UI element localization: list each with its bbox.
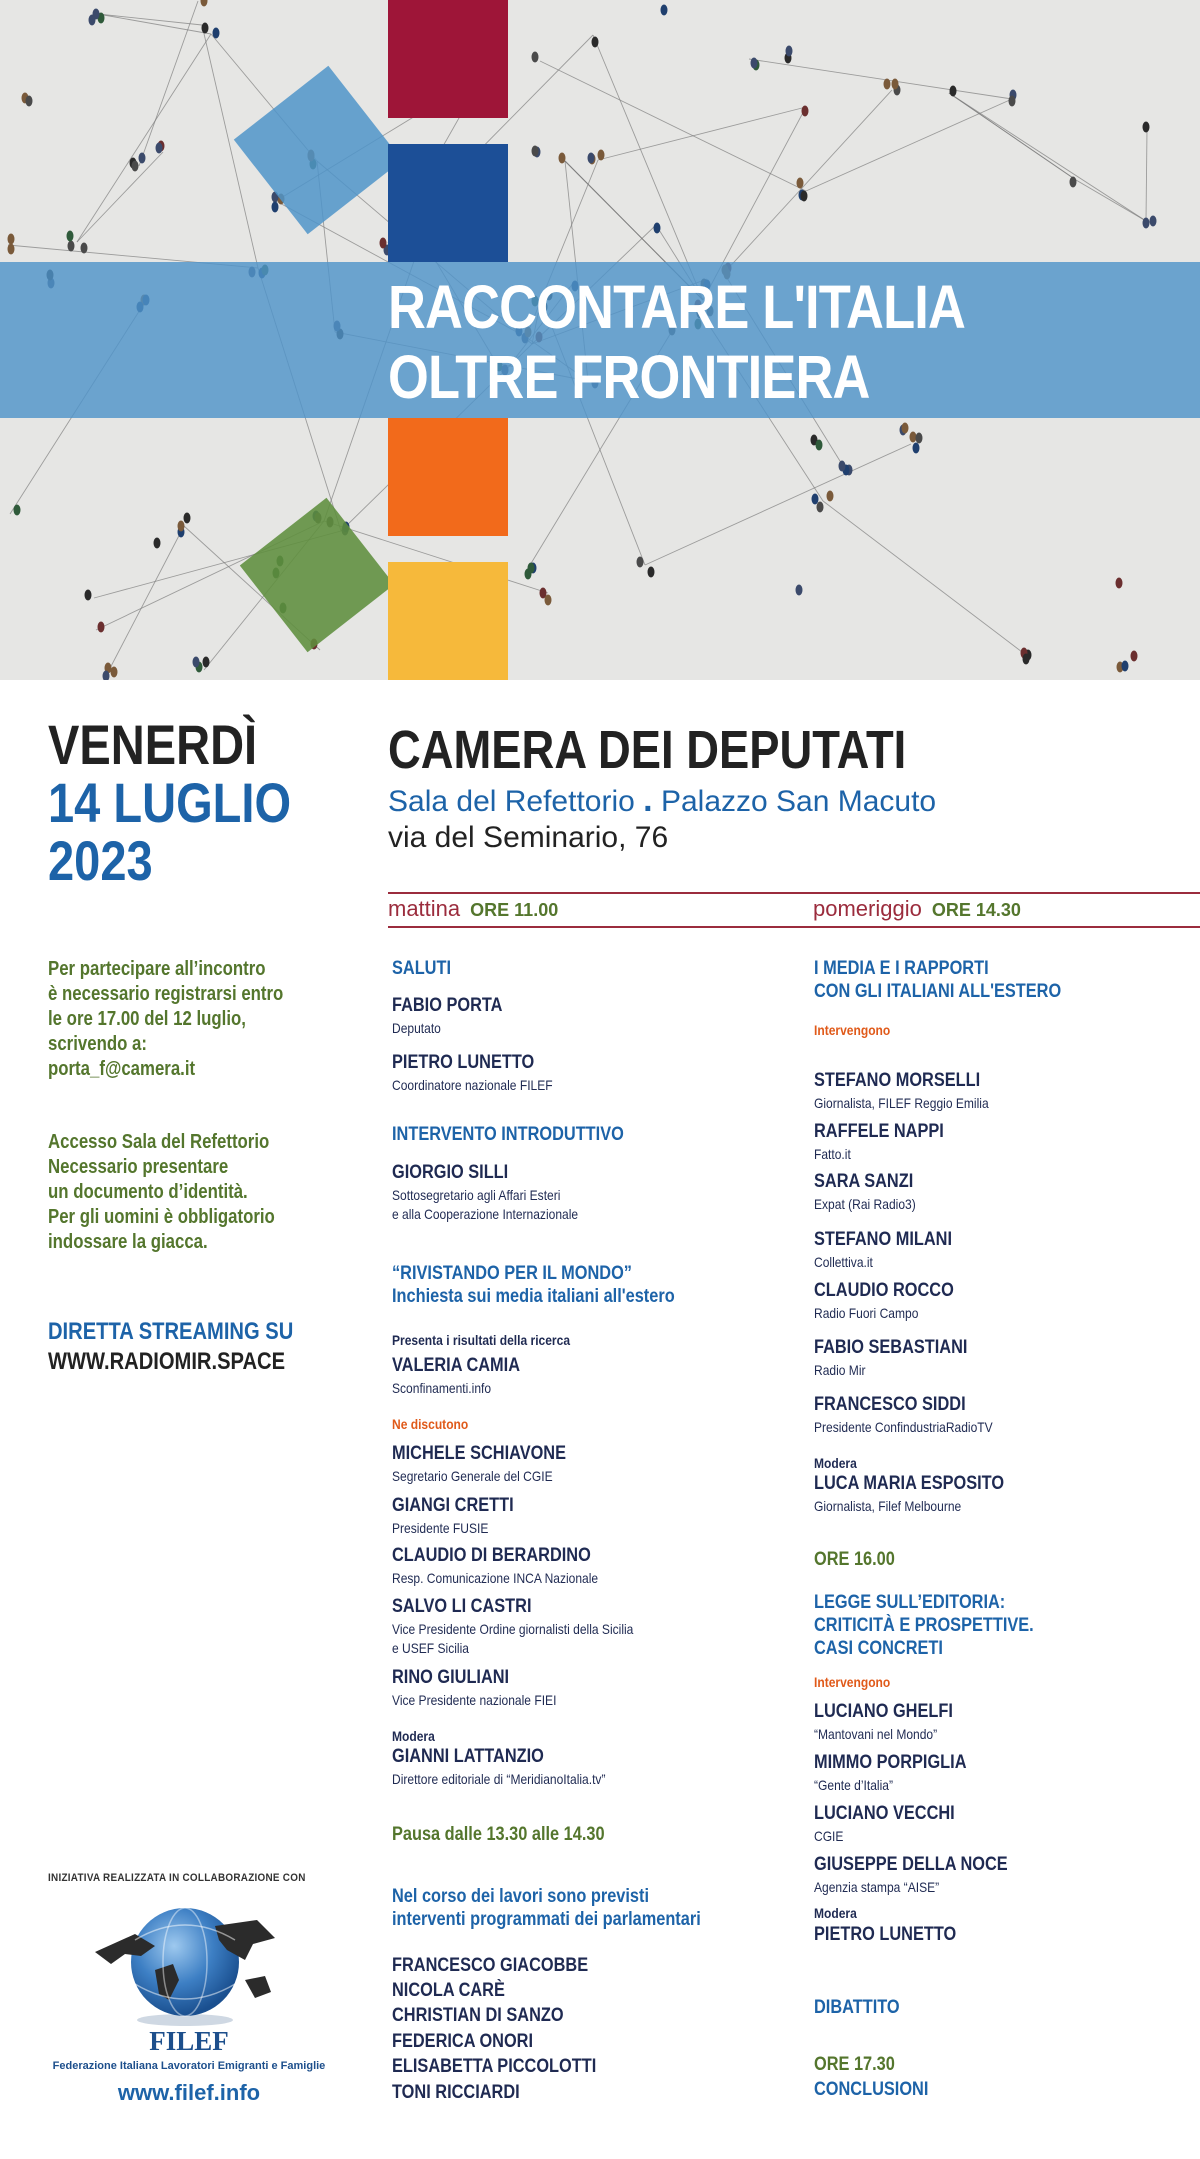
- speaker-name: LUCIANO GHELFI: [814, 1701, 953, 1722]
- section-heading: CASI CONCRETI: [814, 1638, 943, 1659]
- speaker-role: Presidente ConfindustriaRadioTV: [814, 1419, 993, 1435]
- registration-line: le ore 17.00 del 12 luglio,: [48, 1008, 246, 1030]
- section-heading: Nel corso dei lavori sono previsti: [392, 1886, 649, 1907]
- speaker-role: Radio Fuori Campo: [814, 1305, 919, 1321]
- morning-session-header: [388, 896, 558, 922]
- speaker-name: FABIO PORTA: [392, 995, 503, 1016]
- event-day: VENERDÌ: [48, 713, 258, 776]
- section-heading: INTERVENTO INTRODUTTIVO: [392, 1124, 624, 1145]
- speaker-role: Agenzia stampa “AISE”: [814, 1879, 940, 1895]
- speaker-role: Sottosegretario agli Affari Esteri: [392, 1187, 561, 1203]
- registration-email-link[interactable]: porta_f@camera.it: [48, 1058, 196, 1080]
- venue-room: [388, 782, 936, 820]
- speaker-role: Coordinatore nazionale FILEF: [392, 1077, 553, 1093]
- speaker-role: e alla Cooperazione Internazionale: [392, 1206, 579, 1222]
- speaker-role: Giornalista, Filef Melbourne: [814, 1498, 962, 1514]
- venue-address: via del Seminario, 76: [388, 821, 669, 854]
- speaker-name: NICOLA CARÈ: [392, 1980, 505, 2001]
- speaker-role: Expat (Rai Radio3): [814, 1196, 916, 1212]
- speaker-name: CLAUDIO ROCCO: [814, 1280, 954, 1301]
- yellow-square: [388, 562, 508, 680]
- section-heading: CONCLUSIONI: [814, 2079, 929, 2100]
- speaker-name: MIMMO PORPIGLIA: [814, 1752, 967, 1773]
- access-line: Per gli uomini è obbligatorio: [48, 1206, 275, 1228]
- speaker-name: GIUSEPPE DELLA NOCE: [814, 1854, 1008, 1875]
- event-year: 2023: [48, 829, 153, 892]
- speaker-name: LUCIANO VECCHI: [814, 1803, 955, 1824]
- program-label: Presenta i risultati della ricerca: [392, 1332, 571, 1348]
- speaker-role: Vice Presidente Ordine giornalisti della Sicilia: [392, 1621, 634, 1637]
- speaker-name: ELISABETTA PICCOLOTTI: [392, 2056, 597, 2077]
- speaker-name: SALVO LI CASTRI: [392, 1596, 532, 1617]
- divider-top: [388, 892, 1200, 894]
- filef-globe-logo: [95, 1900, 275, 2028]
- speaker-name: VALERIA CAMIA: [392, 1355, 520, 1376]
- program-label: Modera: [814, 1455, 857, 1471]
- orange-square: [388, 418, 508, 536]
- speaker-name: PIETRO LUNETTO: [814, 1924, 957, 1945]
- venue-separator: .: [643, 781, 653, 819]
- speaker-name: MICHELE SCHIAVONE: [392, 1443, 567, 1464]
- streaming-url-link[interactable]: WWW.RADIOMIR.SPACE: [48, 1348, 286, 1375]
- section-heading: Inchiesta sui media italiani all'estero: [392, 1286, 675, 1307]
- speaker-role: Presidente FUSIE: [392, 1520, 489, 1536]
- filef-full-name: Federazione Italiana Lavoratori Emigranti e Famiglie: [52, 2060, 326, 2072]
- divider-bottom: [388, 926, 1200, 928]
- schedule-note: ORE 16.00: [814, 1549, 895, 1570]
- speaker-role: Direttore editoriale di “MeridianoItalia.tv”: [392, 1771, 606, 1787]
- speaker-name: GIORGIO SILLI: [392, 1162, 509, 1183]
- streaming-info: [48, 1317, 340, 1377]
- access-line: indossare la giacca.: [48, 1231, 208, 1253]
- speaker-name: FABIO SEBASTIANI: [814, 1337, 968, 1358]
- speaker-role: Radio Mir: [814, 1362, 866, 1378]
- morning-time: ORE 11.00: [470, 900, 559, 920]
- speaker-role: Resp. Comunicazione INCA Nazionale: [392, 1570, 599, 1586]
- speaker-name: STEFANO MORSELLI: [814, 1070, 981, 1091]
- speaker-name: LUCA MARIA ESPOSITO: [814, 1473, 1005, 1494]
- speaker-name: GIANNI LATTANZIO: [392, 1746, 544, 1767]
- speaker-name: PIETRO LUNETTO: [392, 1052, 535, 1073]
- venue-sala: Sala del Refettorio: [388, 785, 635, 818]
- section-heading: LEGGE SULL’EDITORIA:: [814, 1592, 1006, 1613]
- venue-palazzo: Palazzo San Macuto: [660, 785, 937, 818]
- program-label-accent: Intervengono: [814, 1674, 891, 1690]
- speaker-role: CGIE: [814, 1828, 844, 1844]
- schedule-note: ORE 17.30: [814, 2054, 895, 2075]
- speaker-role: Collettiva.it: [814, 1254, 873, 1270]
- afternoon-session-header: [813, 896, 1021, 922]
- event-title-line-1: RACCONTARE L'ITALIA: [388, 273, 966, 341]
- hero-banner: [0, 0, 1200, 680]
- speaker-name: STEFANO MILANI: [814, 1229, 952, 1250]
- section-heading: CON GLI ITALIANI ALL'ESTERO: [814, 981, 1062, 1002]
- speaker-role: Deputato: [392, 1020, 441, 1036]
- section-heading: SALUTI: [392, 958, 452, 979]
- streaming-label: DIRETTA STREAMING SU: [48, 1318, 294, 1345]
- speaker-role: Fatto.it: [814, 1146, 851, 1162]
- speaker-name: CLAUDIO DI BERARDINO: [392, 1545, 591, 1566]
- morning-label: mattina: [388, 896, 461, 921]
- section-heading: I MEDIA E I RAPPORTI: [814, 958, 989, 979]
- venue-title: CAMERA DEI DEPUTATI: [388, 720, 907, 780]
- section-heading: CRITICITÀ E PROSPETTIVE.: [814, 1615, 1034, 1636]
- speaker-name: FEDERICA ONORI: [392, 2031, 534, 2052]
- access-line: Accesso Sala del Refettorio: [48, 1131, 270, 1153]
- speaker-name: RINO GIULIANI: [392, 1667, 510, 1688]
- speaker-role: Sconfinamenti.info: [392, 1380, 492, 1396]
- speaker-name: RAFFELE NAPPI: [814, 1121, 944, 1142]
- access-line: un documento d’identità.: [48, 1181, 248, 1203]
- afternoon-time: ORE 14.30: [931, 900, 1021, 920]
- event-title-line-2: OLTRE FRONTIERA: [388, 343, 870, 411]
- afternoon-label: pomeriggio: [813, 896, 922, 921]
- speaker-name: GIANGI CRETTI: [392, 1495, 514, 1516]
- filef-name: FILEF: [149, 2026, 229, 2056]
- speaker-name: CHRISTIAN DI SANZO: [392, 2005, 564, 2026]
- speaker-role: Vice Presidente nazionale FIEI: [392, 1692, 557, 1708]
- registration-line: è necessario registrarsi entro: [48, 983, 284, 1005]
- speaker-name: FRANCESCO SIDDI: [814, 1394, 966, 1415]
- filef-website-link[interactable]: www.filef.info: [117, 2080, 261, 2105]
- speaker-role: e USEF Sicilia: [392, 1640, 469, 1656]
- program-label-accent: Ne discutono: [392, 1416, 469, 1432]
- section-heading: DIBATTITO: [814, 1997, 900, 2018]
- access-info: [48, 1130, 318, 1255]
- speaker-role: Giornalista, FILEF Reggio Emilia: [814, 1095, 989, 1111]
- access-line: Necessario presentare: [48, 1156, 229, 1178]
- blue-square: [388, 144, 508, 262]
- program-label: Modera: [814, 1905, 857, 1921]
- registration-line: Per partecipare all’incontro: [48, 958, 266, 980]
- registration-line: scrivendo a:: [48, 1033, 147, 1055]
- speaker-role: “Gente d’Italia”: [814, 1777, 893, 1793]
- section-heading: interventi programmati dei parlamentari: [392, 1909, 701, 1930]
- speaker-name: FRANCESCO GIACOBBE: [392, 1955, 589, 1976]
- speaker-role: “Mantovani nel Mondo”: [814, 1726, 938, 1742]
- red-square: [388, 0, 508, 118]
- speaker-name: TONI RICCIARDI: [392, 2082, 520, 2103]
- speaker-role: Segretario Generale del CGIE: [392, 1468, 553, 1484]
- program-label-accent: Intervengono: [814, 1022, 891, 1038]
- event-title: [388, 272, 965, 412]
- section-heading: “RIVISTANDO PER IL MONDO”: [392, 1263, 632, 1284]
- event-date: 14 LUGLIO: [48, 771, 292, 834]
- registration-info: [48, 957, 328, 1082]
- collaboration-label: INIZIATIVA REALIZZATA IN COLLABORAZIONE CON: [48, 1872, 306, 1884]
- speaker-name: SARA SANZI: [814, 1171, 914, 1192]
- schedule-note: Pausa dalle 13.30 alle 14.30: [392, 1824, 605, 1845]
- program-label: Modera: [392, 1728, 435, 1744]
